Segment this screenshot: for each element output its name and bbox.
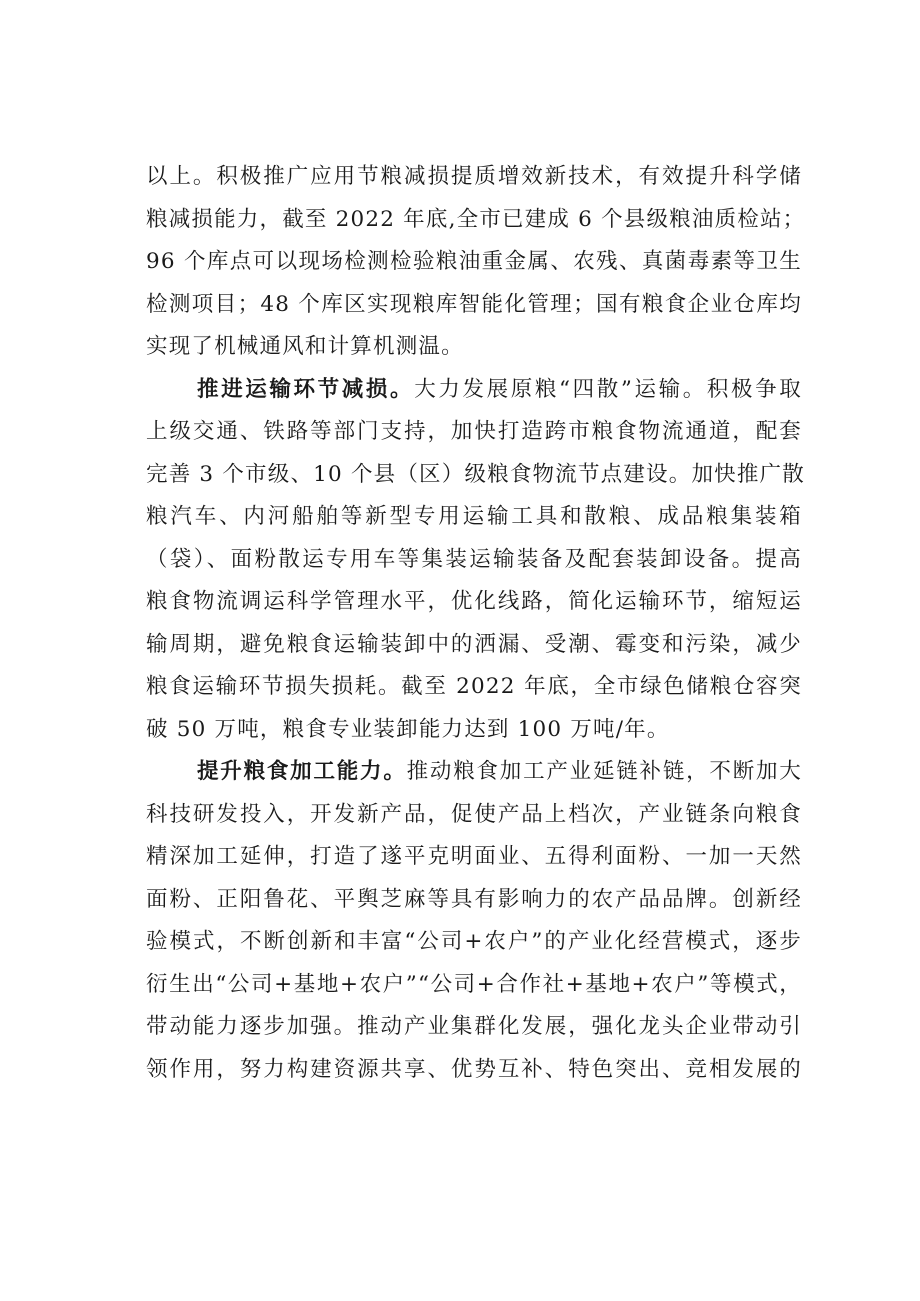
paragraph-heading: 提升粮食加工能力。 <box>197 759 407 784</box>
text-line: 面粉、正阳鲁花、平舆芝麻等具有影响力的农产品品牌。创新经 <box>146 886 802 912</box>
text-line <box>146 369 802 412</box>
text-line: 衍生出“公司+基地+农户”“公司+合作社+基地+农户”等模式， <box>146 971 802 997</box>
text-run: 大力发展原粮“四散”运输。积极争取 <box>414 376 802 402</box>
text-line: （袋）、面粉散运专用车等集装运输装备及配套装卸设备。提高 <box>146 546 802 572</box>
text-line: 完善 3 个市级、10 个县（区）级粮食物流节点建设。加快推广散 <box>146 461 805 487</box>
text-line: 精深加工延伸，打造了遂平克明面业、五得利面粉、一加一天然 <box>146 844 802 869</box>
paragraph-heading: 推进运输环节减损。 <box>197 376 415 402</box>
text-line: 粮食运输环节损失损耗。截至 2022 年底，全市绿色储粮仓容突 <box>146 674 802 699</box>
text-line: 粮减损能力，截至 2022 年底,全市已建成 6 个县级粮油质检站； <box>146 206 806 232</box>
text-line: 以上。积极推广应用节粮减损提质增效新技术，有效提升科学储 <box>146 164 802 189</box>
text-line: 带动能力逐步加强。推动产业集群化发展，强化龙头企业带动引 <box>146 1014 802 1039</box>
text-line: 实现了机械通风和计算机测温。 <box>146 334 464 359</box>
text-run: 推动粮食加工产业延链补链，不断加大 <box>406 759 802 784</box>
text-line: 粮汽车、内河船舶等新型专用运输工具和散粮、成品粮集装箱 <box>146 504 802 529</box>
paragraph-processing <box>146 751 802 1091</box>
text-line: 验模式，不断创新和丰富“公司+农户”的产业化经营模式，逐步 <box>146 929 802 954</box>
text-line: 领作用，努力构建资源共享、优势互补、特色突出、竞相发展的 <box>146 1056 802 1082</box>
text-line: 科技研发投入，开发新产品，促使产品上档次，产业链条向粮食 <box>146 801 802 827</box>
text-line: 上级交通、铁路等部门支持，加快打造跨市粮食物流通道，配套 <box>146 419 802 444</box>
text-line: 输周期，避免粮食运输装卸中的洒漏、受潮、霉变和污染，减少 <box>146 631 802 657</box>
text-line: 检测项目；48 个库区实现粮库智能化管理；国有粮食企业仓库均 <box>146 291 802 317</box>
text-line: 96 个库点可以现场检测检验粮油重金属、农残、真菌毒素等卫生 <box>146 249 802 274</box>
text-line: 粮食物流调运科学管理水平，优化线路，简化运输环节，缩短运 <box>146 589 802 614</box>
paragraph-transport <box>146 369 805 752</box>
text-line: 破 50 万吨，粮食专业装卸能力达到 100 万吨/年。 <box>146 716 670 742</box>
paragraph-storage-tech <box>146 156 806 369</box>
text-line <box>146 751 802 794</box>
document-body <box>146 156 806 1091</box>
